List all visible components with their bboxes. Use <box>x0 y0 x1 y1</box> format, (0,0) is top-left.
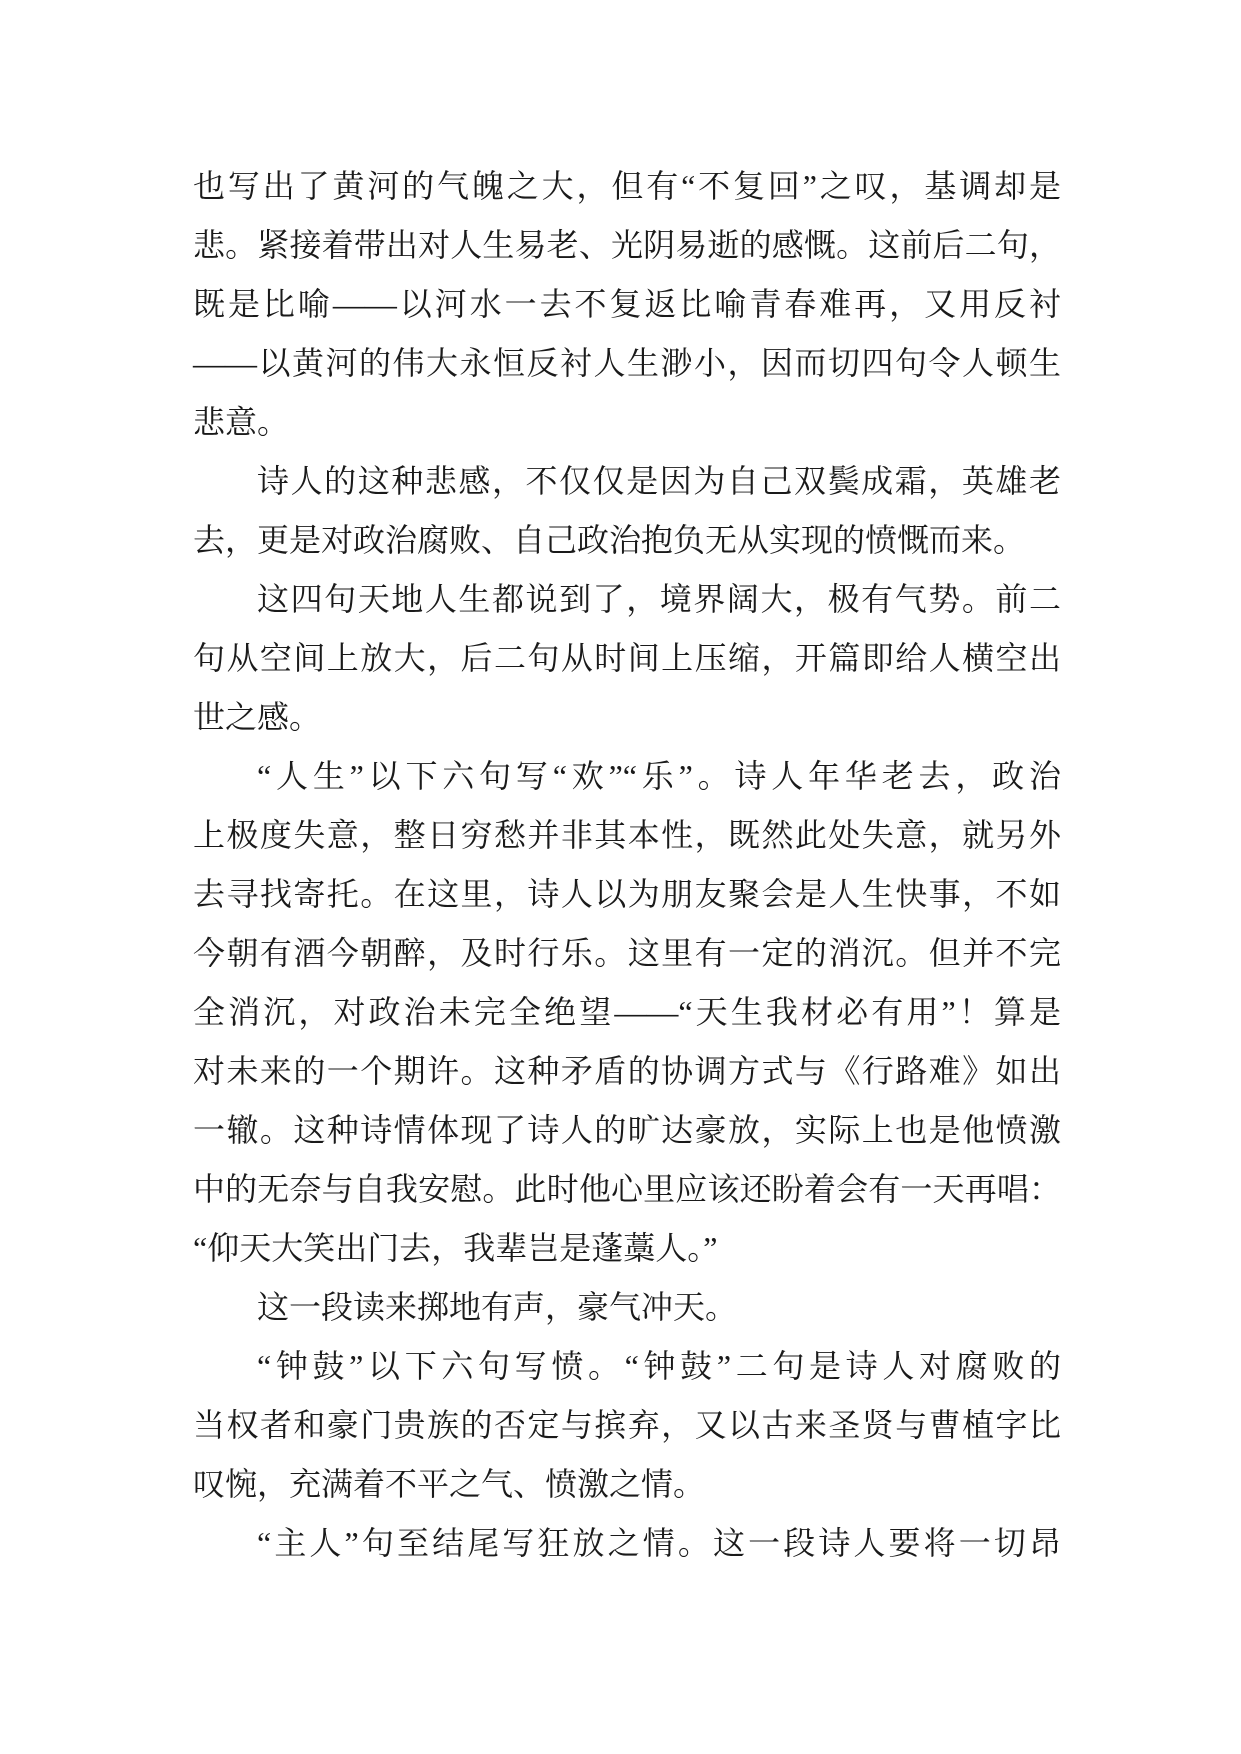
text-line: 一辙。这种诗情体现了诗人的旷达豪放，实际上也是他愤激 <box>193 1112 1061 1148</box>
text-line: 这四句天地人生都说到了，境界阔大，极有气势。前二 <box>257 581 1061 617</box>
paragraph <box>193 157 1061 452</box>
paragraph <box>193 747 1061 1278</box>
text-line: 句从空间上放大，后二句从时间上压缩，开篇即给人横空出 <box>193 640 1061 676</box>
paragraph <box>193 570 1061 747</box>
text-line: 悲。紧接着带出对人生易老、光阴易逝的感慨。这前后二句， <box>193 227 1061 263</box>
text-line: 诗人的这种悲感，不仅仅是因为自己双鬓成霜，英雄老 <box>257 463 1061 499</box>
text-line: 既是比喻——以河水一去不复返比喻青春难再，又用反衬 <box>193 286 1061 322</box>
paragraph <box>193 1337 1061 1514</box>
text-line: 中的无奈与自我安慰。此时他心里应该还盼着会有一天再唱： <box>193 1171 1061 1207</box>
text-line: 这一段读来掷地有声，豪气冲天。 <box>257 1289 738 1325</box>
text-line: 也写出了黄河的气魄之大，但有“不复回”之叹，基调却是 <box>193 168 1061 204</box>
text-line: “仰天大笑出门去，我辈岂是蓬藁人。” <box>193 1230 718 1266</box>
text-line: 全消沉，对政治未完全绝望——“天生我材必有用”！算是 <box>193 994 1061 1030</box>
document-body <box>193 157 1061 1573</box>
text-line: 上极度失意，整日穷愁并非其本性，既然此处失意，就另外 <box>193 817 1061 853</box>
text-line: ——以黄河的伟大永恒反衬人生渺小，因而切四句令人顿生 <box>193 345 1061 381</box>
text-line: 对未来的一个期许。这种矛盾的协调方式与《行路难》如出 <box>193 1053 1061 1089</box>
text-line: “主人”句至结尾写狂放之情。这一段诗人要将一切昂 <box>257 1525 1061 1561</box>
text-line: “人生”以下六句写“欢”“乐”。诗人年华老去，政治 <box>257 758 1061 794</box>
paragraph <box>193 1278 1061 1337</box>
text-line: “钟鼓”以下六句写愤。“钟鼓”二句是诗人对腐败的 <box>257 1348 1061 1384</box>
paragraph <box>193 1514 1061 1573</box>
text-line: 去寻找寄托。在这里，诗人以为朋友聚会是人生快事，不如 <box>193 876 1061 912</box>
text-line: 今朝有酒今朝醉，及时行乐。这里有一定的消沉。但并不完 <box>193 935 1061 971</box>
text-line: 去，更是对政治腐败、自己政治抱负无从实现的愤慨而来。 <box>193 522 1026 558</box>
text-line: 世之感。 <box>193 699 322 735</box>
paragraph <box>193 452 1061 570</box>
text-line: 叹惋，充满着不平之气、愤激之情。 <box>193 1466 706 1502</box>
text-line: 当权者和豪门贵族的否定与摈弃，又以古来圣贤与曹植字比 <box>193 1407 1061 1443</box>
text-line: 悲意。 <box>193 404 290 440</box>
